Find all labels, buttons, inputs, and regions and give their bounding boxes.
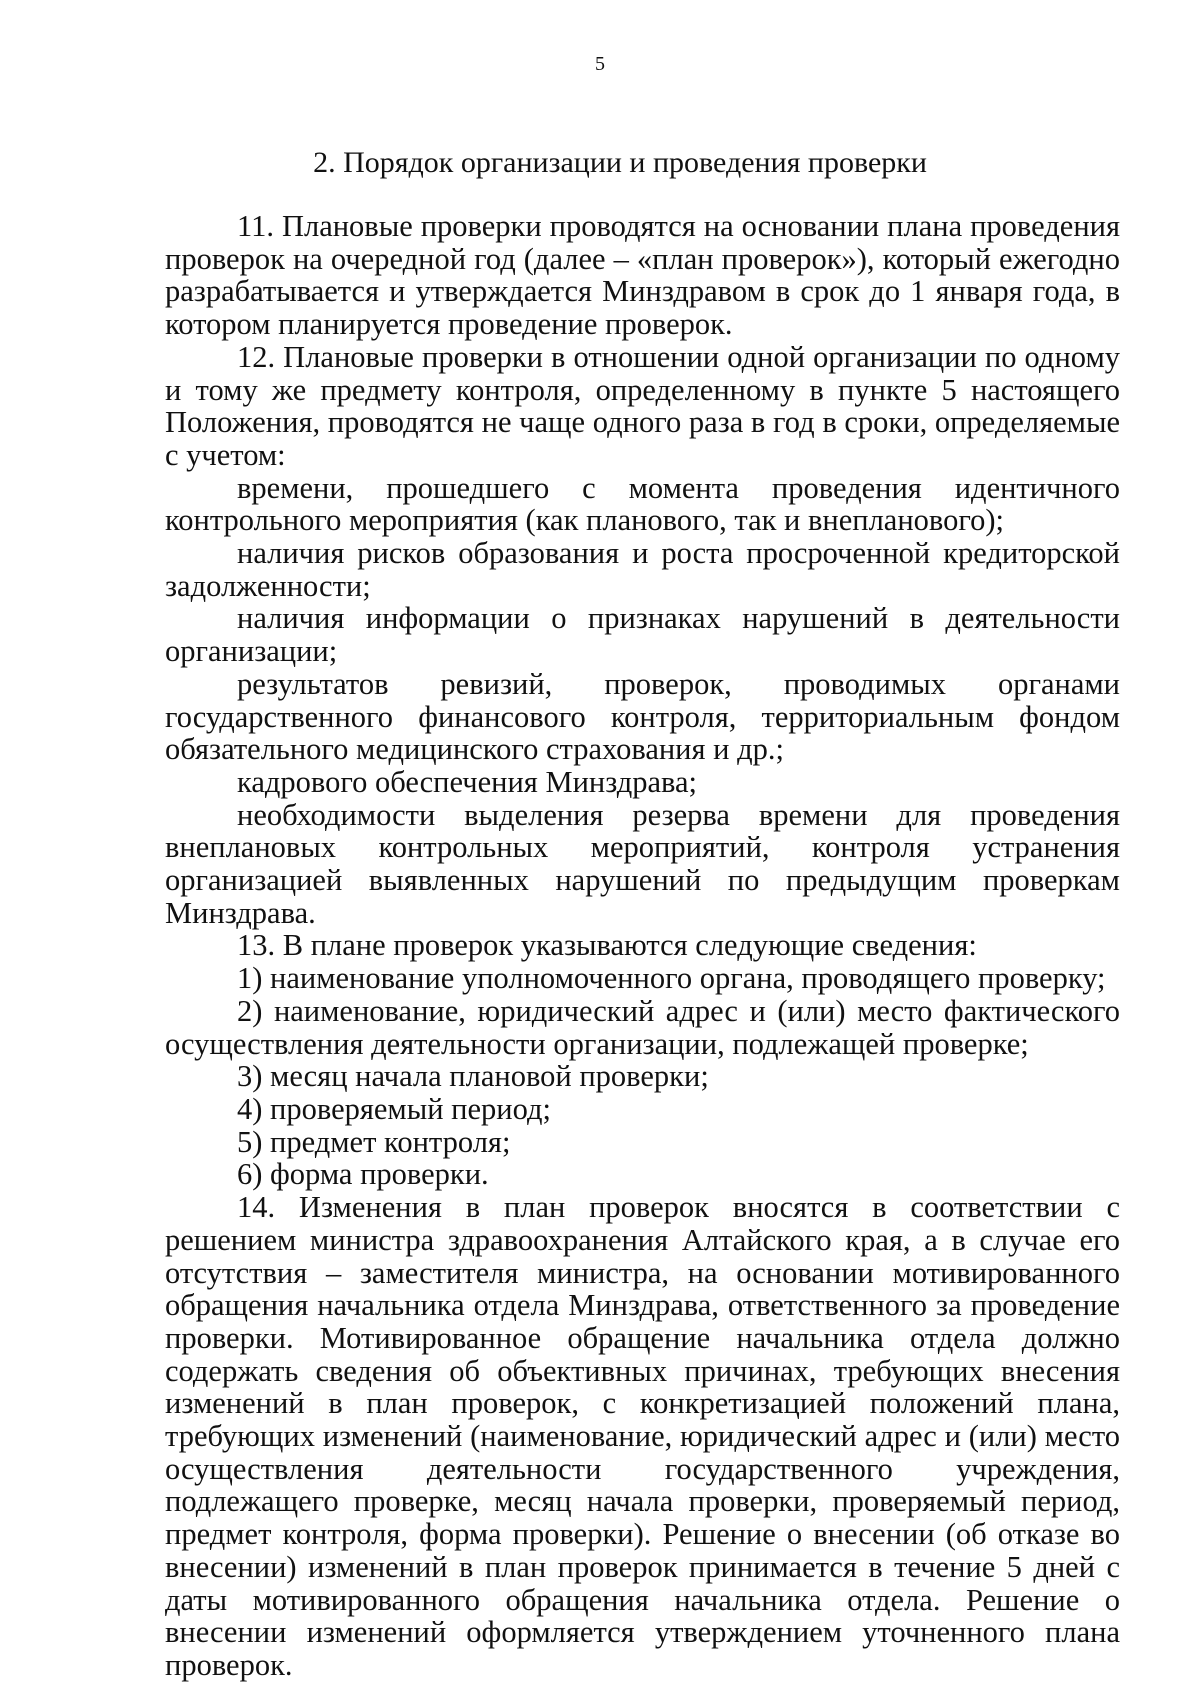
paragraph-14: 14. Изменения в план проверок вносятся в соответствии с решением министра здравоохранения Алтайского края, а в случае его отсутствия – заместителя министра, на основании мотивированного обращения начальника отдела Минздрава, ответственного за проведение проверки. Мотивированное обращение начальника отдела должно содержать сведения об объективных причинах, требующих внесения изменений в план проверок, с конкретизацией положений плана, требующих изменений (наименование, юридический адрес и (или) место осуществления деятельности государственного учреждения, подлежащего проверке, месяц начала проверки, проверяемый период, предмет контроля, форма проверки). Решение о внесении (об отказе во внесении) изменений в план проверок принимается в течение 5 дней с даты мотивированного обращения начальника отдела. Решение о внесении изменений оформляется утверждением уточненного плана проверок. <box>165 1190 1120 1682</box>
paragraph-12-item-risks: наличия рисков образования и роста просроченной кредиторской задолженности; <box>165 536 1120 603</box>
paragraph-13-item-3: 3) месяц начала плановой проверки; <box>237 1059 709 1094</box>
paragraph-13-item-1: 1) наименование уполномоченного органа, проводящего проверку; <box>237 961 1106 996</box>
paragraph-12-item-time: времени, прошедшего с момента проведения идентичного контрольного мероприятия (как планового, так и внепланового); <box>165 470 1120 538</box>
paragraph-12-item-audit-results: результатов ревизий, проверок, проводимых органами государственного финансового контроля, территориальным фондом обязательного медицинского страхования и др.; <box>165 666 1120 767</box>
page-number: 5 <box>595 53 605 75</box>
paragraph-12: 12. Плановые проверки в отношении одной организации по одному и тому же предмету контроля, определенному в пункте 5 настоящего Положения, проводятся не чаще одного раза в год в сроки, определяемые с учетом: <box>165 339 1120 472</box>
paragraph-12-item-reserve: необходимости выделения резерва времени для проведения внеплановых контрольных мероприятий, контроля устранения организацией выявленных нарушений по предыдущим проверкам Минздрава. <box>165 797 1120 930</box>
paragraph-11: 11. Плановые проверки проводятся на основании плана проведения проверок на очередной год (далее – «план проверок»), который ежегодно разрабатывается и утверждается Минздравом в срок до 1 января года, в котором планируется проведение проверок. <box>165 209 1120 342</box>
paragraph-13-item-6: 6) форма проверки. <box>237 1157 489 1192</box>
section-title: 2. Порядок организации и проведения проверки <box>313 146 927 179</box>
paragraph-13-item-5: 5) предмет контроля; <box>237 1124 511 1159</box>
paragraph-13-item-2: 2) наименование, юридический адрес и (или) место фактического осуществления деятельности организации, подлежащей проверке; <box>165 993 1120 1061</box>
paragraph-12-item-staffing: кадрового обеспечения Минздрава; <box>237 764 698 799</box>
document-body <box>165 210 1120 1682</box>
paragraph-13-item-4: 4) проверяемый период; <box>237 1091 551 1126</box>
paragraph-13: 13. В плане проверок указываются следующие сведения: <box>237 928 977 963</box>
paragraph-12-item-information: наличия информации о признаках нарушений в деятельности организации; <box>165 601 1120 669</box>
